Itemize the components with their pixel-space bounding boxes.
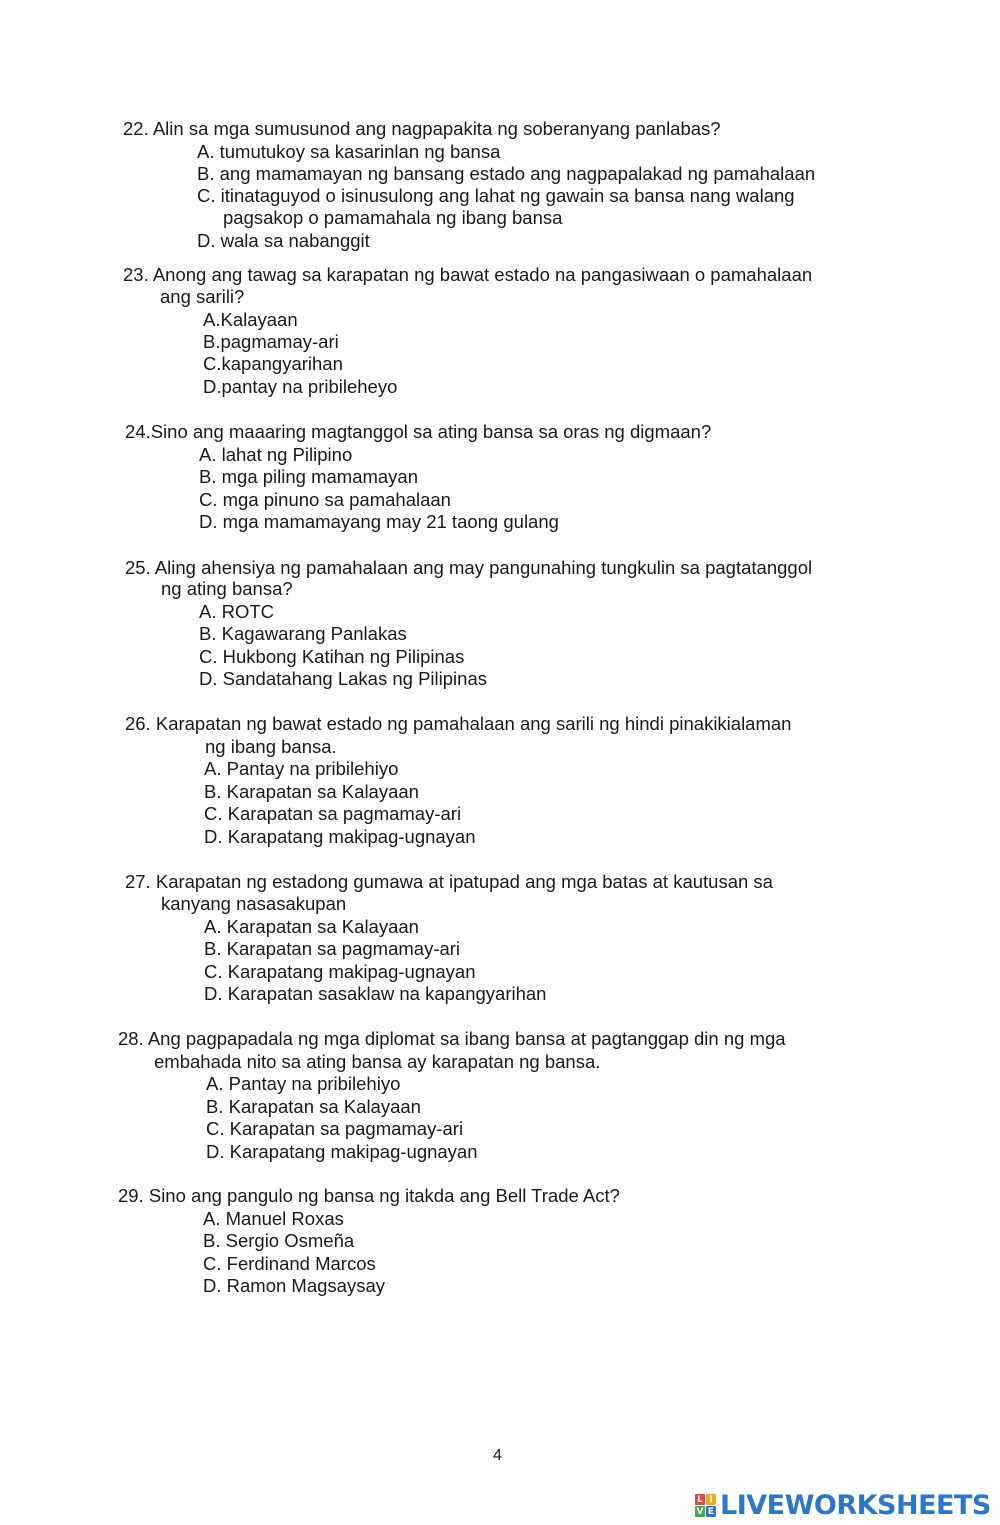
choice-d[interactable]: D. Karapatan sasaklaw na kapangyarihan [204,983,547,1004]
logo-letter: L [695,1494,705,1505]
choice-d[interactable]: D. Sandatahang Lakas ng Pilipinas [199,668,487,689]
choice-b[interactable]: B. Kagawarang Panlakas [199,623,407,644]
question-stem: 23. Anong ang tawag sa karapatan ng bawat estado na pangasiwaan o pamahalaan [123,264,813,285]
choice-b[interactable]: B. mga piling mamamayan [199,466,419,487]
choice-d[interactable]: D. mga mamamayang may 21 taong gulang [199,511,559,532]
question-stem-continued: ang sarili? [160,286,245,307]
choice-a[interactable]: A. Karapatan sa Kalayaan [204,916,419,937]
choice-d[interactable]: D. wala sa nabanggit [197,230,370,251]
choice-b[interactable]: B. Karapatan sa pagmamay-ari [204,938,461,959]
question-stem-continued: kanyang nasasakupan [161,893,347,914]
choice-a[interactable]: A. Pantay na pribilehiyo [206,1073,401,1094]
choice-c[interactable]: C. Hukbong Katihan ng Pilipinas [199,646,465,667]
question-stem-continued: ng ibang bansa. [205,736,337,757]
choice-d[interactable]: D. Karapatang makipag-ugnayan [204,826,476,847]
question-stem: 28. Ang pagpapadala ng mga diplomat sa ibang bansa at pagtanggap din ng mga [118,1028,786,1049]
choice-c[interactable]: C. Karapatang makipag-ugnayan [204,961,476,982]
choice-a[interactable]: A. tumutukoy sa kasarinlan ng bansa [197,141,501,162]
logo-letter: V [696,1506,704,1517]
choice-c[interactable]: C. Karapatan sa pagmamay-ari [206,1118,464,1139]
choice-d[interactable]: D. Ramon Magsaysay [203,1275,385,1296]
choice-c[interactable]: C. mga pinuno sa pamahalaan [199,489,451,510]
choice-a[interactable]: A. lahat ng Pilipino [199,444,353,465]
choice-c[interactable]: C. itinataguyod o isinusulong ang lahat ng gawain sa bansa nang walang [197,185,795,206]
choice-c[interactable]: C.kapangyarihan [203,353,343,374]
liveworksheets-logo [695,1490,991,1521]
question-stem: 26. Karapatan ng bawat estado ng pamahalaan ang sarili ng hindi pinakikialaman [125,713,792,734]
logo-text: LIVEWORKSHEETS [720,1490,991,1521]
question-stem-continued: ng ating bansa? [161,578,293,599]
choice-d[interactable]: D.pantay na pribileheyo [203,376,398,397]
question-stem: 29. Sino ang pangulo ng bansa ng itakda ang Bell Trade Act? [118,1185,620,1206]
choice-c[interactable]: C. Karapatan sa pagmamay-ari [204,803,462,824]
choice-a[interactable]: A. ROTC [199,601,275,622]
logo-letter: E [707,1506,715,1517]
choice-a[interactable]: A. Pantay na pribilehiyo [204,758,399,779]
choice-b[interactable]: B. Sergio Osmeña [203,1230,355,1251]
choice-d[interactable]: D. Karapatang makipag-ugnayan [206,1141,478,1162]
question-stem: 25. Aling ahensiya ng pamahalaan ang may pangunahing tungkulin sa pagtatanggol [125,557,813,578]
choice-b[interactable]: B. ang mamamayan ng bansang estado ang nagpapalakad ng pamahalaan [197,163,816,184]
logo-letter: I [706,1494,716,1505]
question-stem: 27. Karapatan ng estadong gumawa at ipatupad ang mga batas at kautusan sa [125,871,773,892]
question-stem: 22. Alin sa mga sumusunod ang nagpapakita ng soberanyang panlabas? [123,118,721,139]
choice-c-continued[interactable]: pagsakop o pamamahala ng ibang bansa [223,207,563,228]
page-number: 4 [493,1447,502,1464]
choice-c[interactable]: C. Ferdinand Marcos [203,1253,376,1274]
choice-b[interactable]: B.pagmamay-ari [203,331,339,352]
choice-a[interactable]: A. Manuel Roxas [203,1208,344,1229]
choice-b[interactable]: B. Karapatan sa Kalayaan [206,1096,421,1117]
logo-mark-icon [695,1494,716,1517]
choice-b[interactable]: B. Karapatan sa Kalayaan [204,781,419,802]
question-stem-continued: embahada nito sa ating bansa ay karapatan ng bansa. [154,1051,601,1072]
question-stem: 24.Sino ang maaaring magtanggol sa ating bansa sa oras ng digmaan? [125,421,712,442]
choice-a[interactable]: A.Kalayaan [203,309,298,330]
